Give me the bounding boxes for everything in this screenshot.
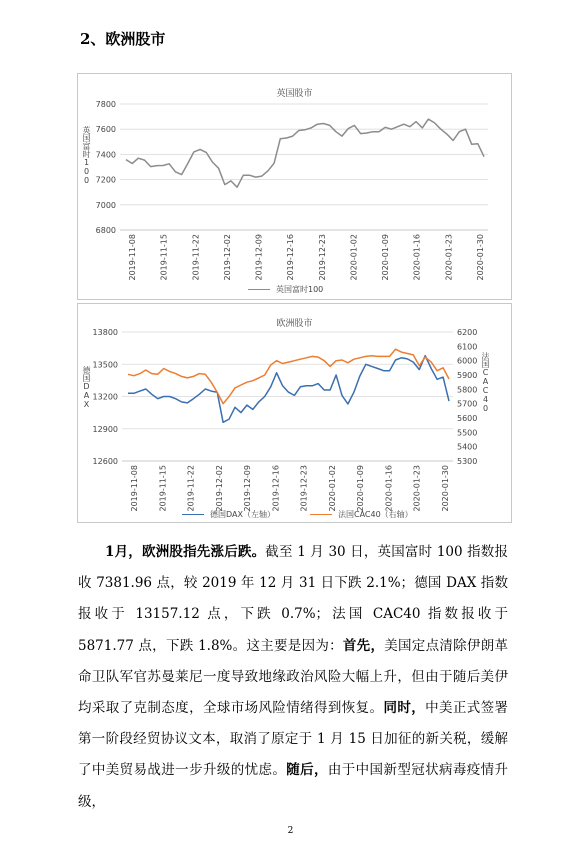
europe-x-tick-label: 2019-12-02 bbox=[214, 465, 224, 512]
paragraph-lead: 1月，欧洲股指先涨后跌。 bbox=[105, 544, 266, 560]
europe-y2-tick-label: 5900 bbox=[457, 371, 478, 380]
europe-x-tick-label: 2019-12-09 bbox=[243, 465, 253, 512]
europe-y2-tick-label: 5300 bbox=[457, 457, 478, 466]
europe-series-line-0 bbox=[128, 356, 449, 423]
europe-y2-tick-label: 5700 bbox=[457, 399, 478, 409]
ftse-x-tick-label: 2020-01-09 bbox=[381, 234, 391, 281]
cac-legend-label: 法国CAC40（右轴） bbox=[338, 510, 413, 519]
europe-y2-tick-label: 5500 bbox=[457, 428, 478, 438]
ftse-x-tick-label: 2019-12-16 bbox=[286, 234, 296, 281]
ftse-x-tick-label: 2020-01-02 bbox=[349, 234, 359, 281]
ftse-y-tick-label: 7800 bbox=[95, 100, 116, 109]
ftse-chart-title: 英国股市 bbox=[276, 89, 313, 99]
dax-legend-label: 德国DAX（左轴） bbox=[210, 510, 275, 519]
europe-x-tick-label: 2020-01-02 bbox=[327, 465, 337, 512]
europe-y2-tick-label: 5600 bbox=[457, 414, 478, 423]
dax-legend bbox=[182, 509, 275, 520]
europe-chart-title: 欧洲股市 bbox=[276, 319, 313, 329]
paragraph-part-3: 中美正式签署第一阶段经贸协议文本，取消了原定于 1 月 15 日加征的新关税，缓解了中美贸易战进一步升级的忧虑。 bbox=[78, 700, 509, 779]
paragraph-part-4: 由于中国新型冠状病毒疫情升级， bbox=[78, 762, 509, 810]
ftse-y-tick-label: 7000 bbox=[95, 200, 116, 210]
ftse-x-tick-label: 2019-11-22 bbox=[191, 234, 201, 281]
europe-x-tick-label: 2019-11-22 bbox=[186, 465, 196, 512]
ftse-y-tick-label: 7400 bbox=[95, 150, 116, 160]
europe-y2-tick-label: 5400 bbox=[457, 442, 478, 452]
europe-y2-tick-label: 6100 bbox=[457, 342, 478, 352]
paragraph bbox=[78, 537, 508, 818]
ftse-legend bbox=[248, 284, 323, 295]
europe-x-tick-label: 2020-01-23 bbox=[412, 465, 422, 512]
ftse-x-tick-label: 2020-01-30 bbox=[476, 234, 485, 281]
ftse-chart bbox=[77, 73, 512, 300]
ftse-y-tick-label: 7200 bbox=[95, 175, 116, 185]
dax-legend-swatch bbox=[182, 514, 204, 515]
europe-x-tick-label: 2019-11-15 bbox=[158, 465, 168, 512]
ftse-plot bbox=[78, 74, 511, 299]
europe-y-tick-label: 12600 bbox=[92, 457, 118, 466]
dax-y-axis-label: 德国DAX bbox=[82, 366, 91, 409]
cac-legend-swatch bbox=[310, 514, 332, 515]
ftse-y-axis-label: 英国富时100 bbox=[82, 126, 91, 185]
cac-y2-axis-label: 法国CAC40 bbox=[481, 352, 490, 413]
europe-x-tick-label: 2019-11-08 bbox=[130, 465, 139, 512]
paragraph-part-1: 截至 1 月 30 日，英国富时 100 指数报收 7381.96 点，较 2019 年 12 月 31 日下跌 2.1%；德国 DAX 指数报收于 13157.12 点，下跌 0.7%；法国 CAC40 指数报收于 5871.77 点，下跌 1.8%。这主要是因为： bbox=[78, 544, 508, 654]
europe-y2-tick-label: 5800 bbox=[457, 385, 478, 395]
ftse-legend-swatch bbox=[248, 289, 270, 290]
ftse-x-tick-label: 2019-12-02 bbox=[222, 234, 232, 281]
europe-x-tick-label: 2019-12-16 bbox=[271, 465, 281, 512]
europe-x-tick-label: 2020-01-09 bbox=[356, 465, 366, 512]
section-title: 2、欧洲股市 bbox=[80, 30, 166, 48]
ftse-x-tick-label: 2019-11-15 bbox=[159, 234, 169, 281]
europe-y2-tick-label: 6200 bbox=[457, 328, 478, 337]
ftse-x-tick-label: 2019-12-23 bbox=[317, 234, 327, 281]
keyword-first: 首先， bbox=[342, 637, 385, 654]
europe-plot bbox=[78, 304, 511, 522]
body-paragraph bbox=[78, 537, 508, 818]
page-number: 2 bbox=[287, 826, 294, 836]
paragraph-part-2: 美国定点清除伊朗革命卫队军官苏曼莱尼一度导致地缘政治风险大幅上升，但由于随后美伊均采取了克制态度，全球市场风险情绪得到恢复。 bbox=[78, 637, 508, 717]
europe-x-tick-label: 2020-01-16 bbox=[384, 465, 394, 512]
europe-y-tick-label: 13200 bbox=[92, 392, 118, 402]
cac-legend bbox=[310, 509, 413, 520]
ftse-y-tick-label: 6800 bbox=[95, 226, 116, 235]
europe-chart bbox=[77, 303, 512, 523]
ftse-legend-label: 英国富时100 bbox=[276, 285, 324, 294]
europe-x-tick-label: 2020-01-30 bbox=[441, 465, 450, 512]
europe-y-tick-label: 13500 bbox=[92, 360, 118, 370]
europe-y-tick-label: 12900 bbox=[92, 424, 118, 434]
ftse-x-tick-label: 2019-11-08 bbox=[128, 234, 137, 281]
ftse-x-tick-label: 2019-12-09 bbox=[254, 234, 264, 281]
keyword-then: 随后， bbox=[286, 762, 328, 779]
ftse-x-tick-label: 2020-01-16 bbox=[412, 234, 422, 281]
europe-y2-tick-label: 6000 bbox=[457, 356, 478, 366]
ftse-y-tick-label: 7600 bbox=[95, 125, 116, 135]
keyword-meanwhile: 同时， bbox=[383, 700, 426, 717]
europe-x-tick-label: 2019-12-23 bbox=[299, 465, 309, 512]
europe-y-tick-label: 13800 bbox=[92, 328, 118, 337]
ftse-x-tick-label: 2020-01-23 bbox=[444, 234, 454, 281]
